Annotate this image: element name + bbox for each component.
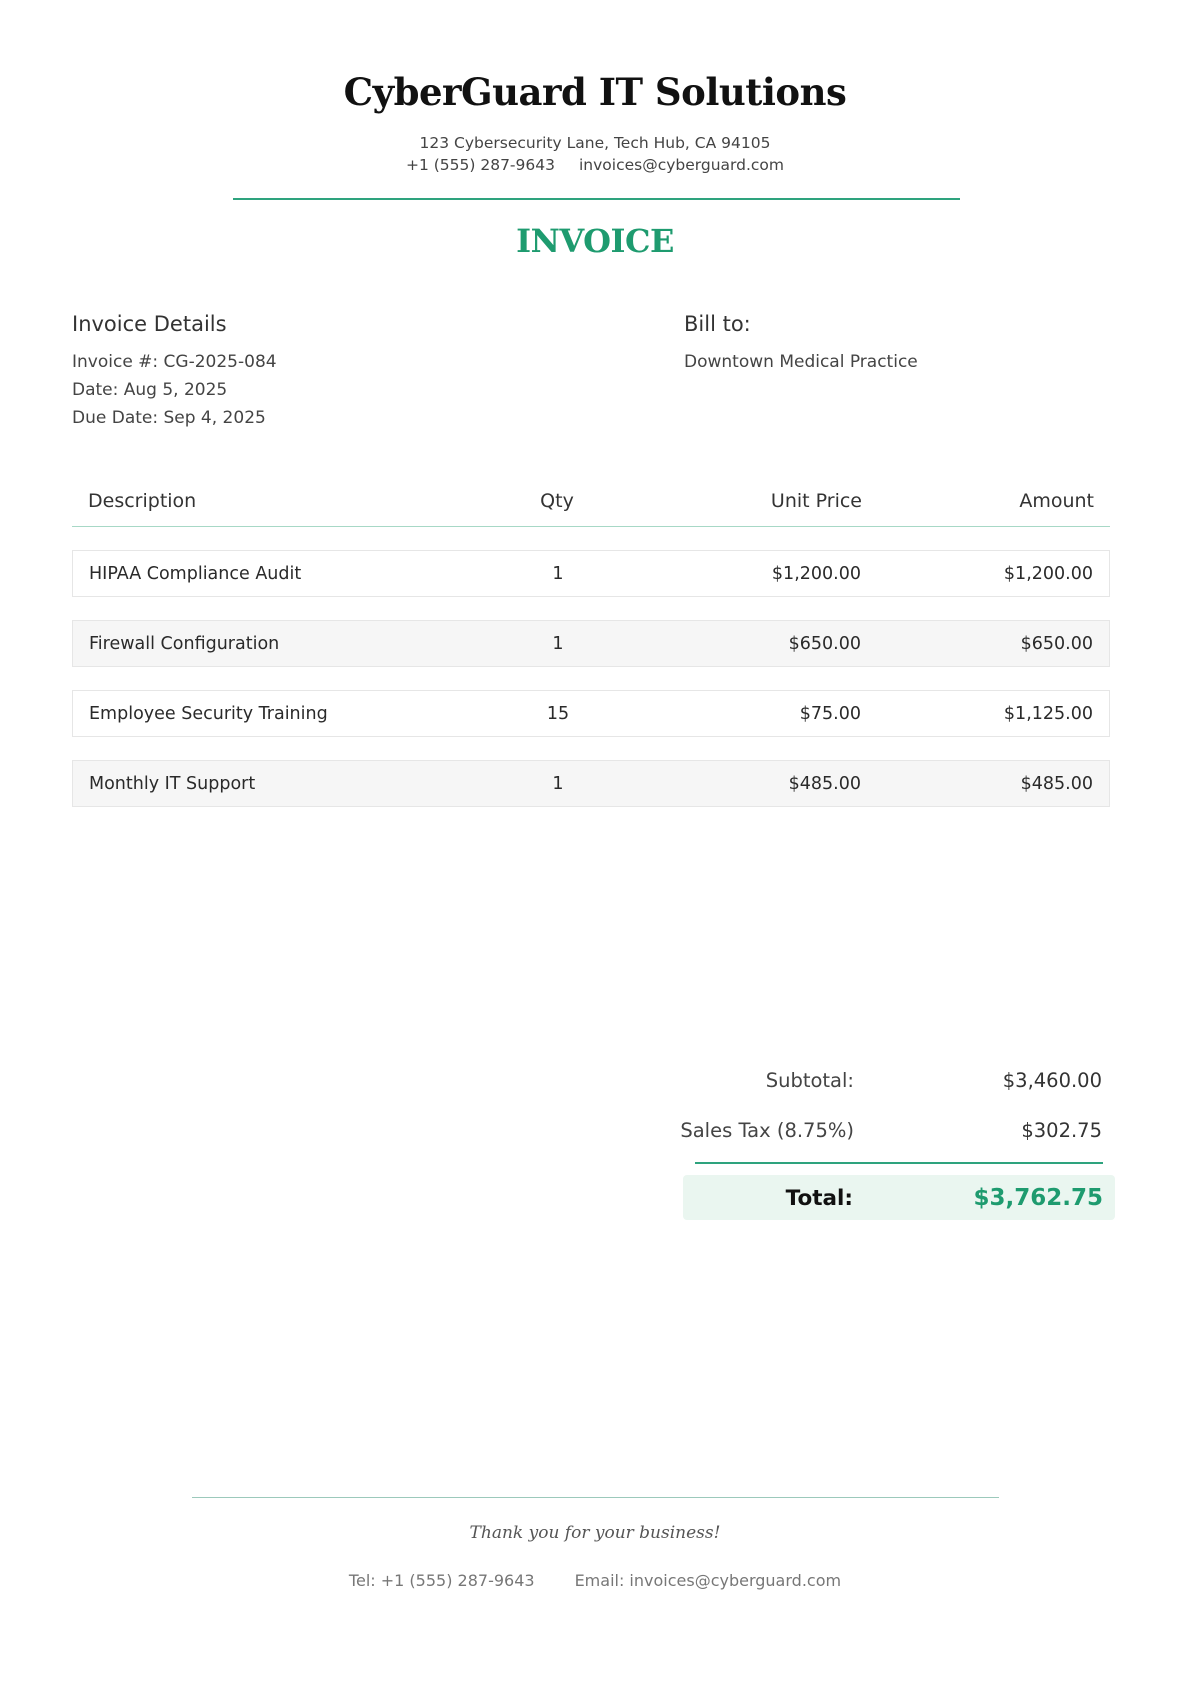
table-row xyxy=(72,760,1110,807)
bill-to-title: Bill to: xyxy=(684,312,751,336)
row-description: HIPAA Compliance Audit xyxy=(89,564,302,584)
company-phone: +1 (555) 287-9643 xyxy=(405,156,555,174)
row-unit-price: $485.00 xyxy=(788,774,861,794)
invoice-details-title: Invoice Details xyxy=(72,312,227,336)
footer-divider xyxy=(192,1497,999,1498)
total-label: Total: xyxy=(785,1186,853,1211)
subtotal-label: Subtotal: xyxy=(765,1069,854,1092)
table-row xyxy=(72,550,1110,597)
header-divider xyxy=(233,198,960,200)
row-amount: $1,200.00 xyxy=(1003,564,1093,584)
row-amount: $1,125.00 xyxy=(1003,704,1093,724)
company-address: 123 Cybersecurity Lane, Tech Hub, CA 94105 xyxy=(419,134,771,152)
invoice-date: Date: Aug 5, 2025 xyxy=(72,380,228,400)
header-description: Description xyxy=(88,490,197,512)
company-name: CyberGuard IT Solutions xyxy=(343,70,847,114)
row-description: Firewall Configuration xyxy=(89,634,280,654)
footer-tel: Tel: +1 (555) 287-9643 xyxy=(348,1571,535,1590)
items-table-header xyxy=(72,490,1110,527)
footer-email: Email: invoices@cyberguard.com xyxy=(574,1571,842,1590)
footer-contact xyxy=(0,1571,1190,1590)
document-title: INVOICE xyxy=(516,222,674,260)
total-box xyxy=(683,1175,1115,1220)
invoice-number: Invoice #: CG-2025-084 xyxy=(72,352,277,372)
row-description: Monthly IT Support xyxy=(89,774,256,794)
table-row xyxy=(72,690,1110,737)
header-amount: Amount xyxy=(1019,490,1094,512)
row-qty: 1 xyxy=(552,774,564,794)
summary-divider xyxy=(695,1162,1103,1164)
company-contact xyxy=(0,156,1190,174)
row-unit-price: $650.00 xyxy=(788,634,861,654)
row-description: Employee Security Training xyxy=(89,704,328,724)
row-unit-price: $1,200.00 xyxy=(771,564,861,584)
row-amount: $485.00 xyxy=(1020,774,1093,794)
row-qty: 1 xyxy=(552,564,564,584)
tax-value: $302.75 xyxy=(1021,1119,1102,1142)
table-row xyxy=(72,620,1110,667)
row-qty: 15 xyxy=(546,704,570,724)
row-unit-price: $75.00 xyxy=(799,704,861,724)
row-qty: 1 xyxy=(552,634,564,654)
company-email: invoices@cyberguard.com xyxy=(578,156,785,174)
invoice-due-date: Due Date: Sep 4, 2025 xyxy=(72,408,266,428)
thank-you-note: Thank you for your business! xyxy=(469,1523,721,1543)
header-unit-price: Unit Price xyxy=(770,490,862,512)
tax-label: Sales Tax (8.75%) xyxy=(680,1119,854,1142)
subtotal-value: $3,460.00 xyxy=(1002,1069,1102,1092)
header-qty: Qty xyxy=(540,490,574,512)
bill-to-client: Downtown Medical Practice xyxy=(684,352,918,372)
total-value: $3,762.75 xyxy=(973,1185,1103,1211)
row-amount: $650.00 xyxy=(1020,634,1093,654)
